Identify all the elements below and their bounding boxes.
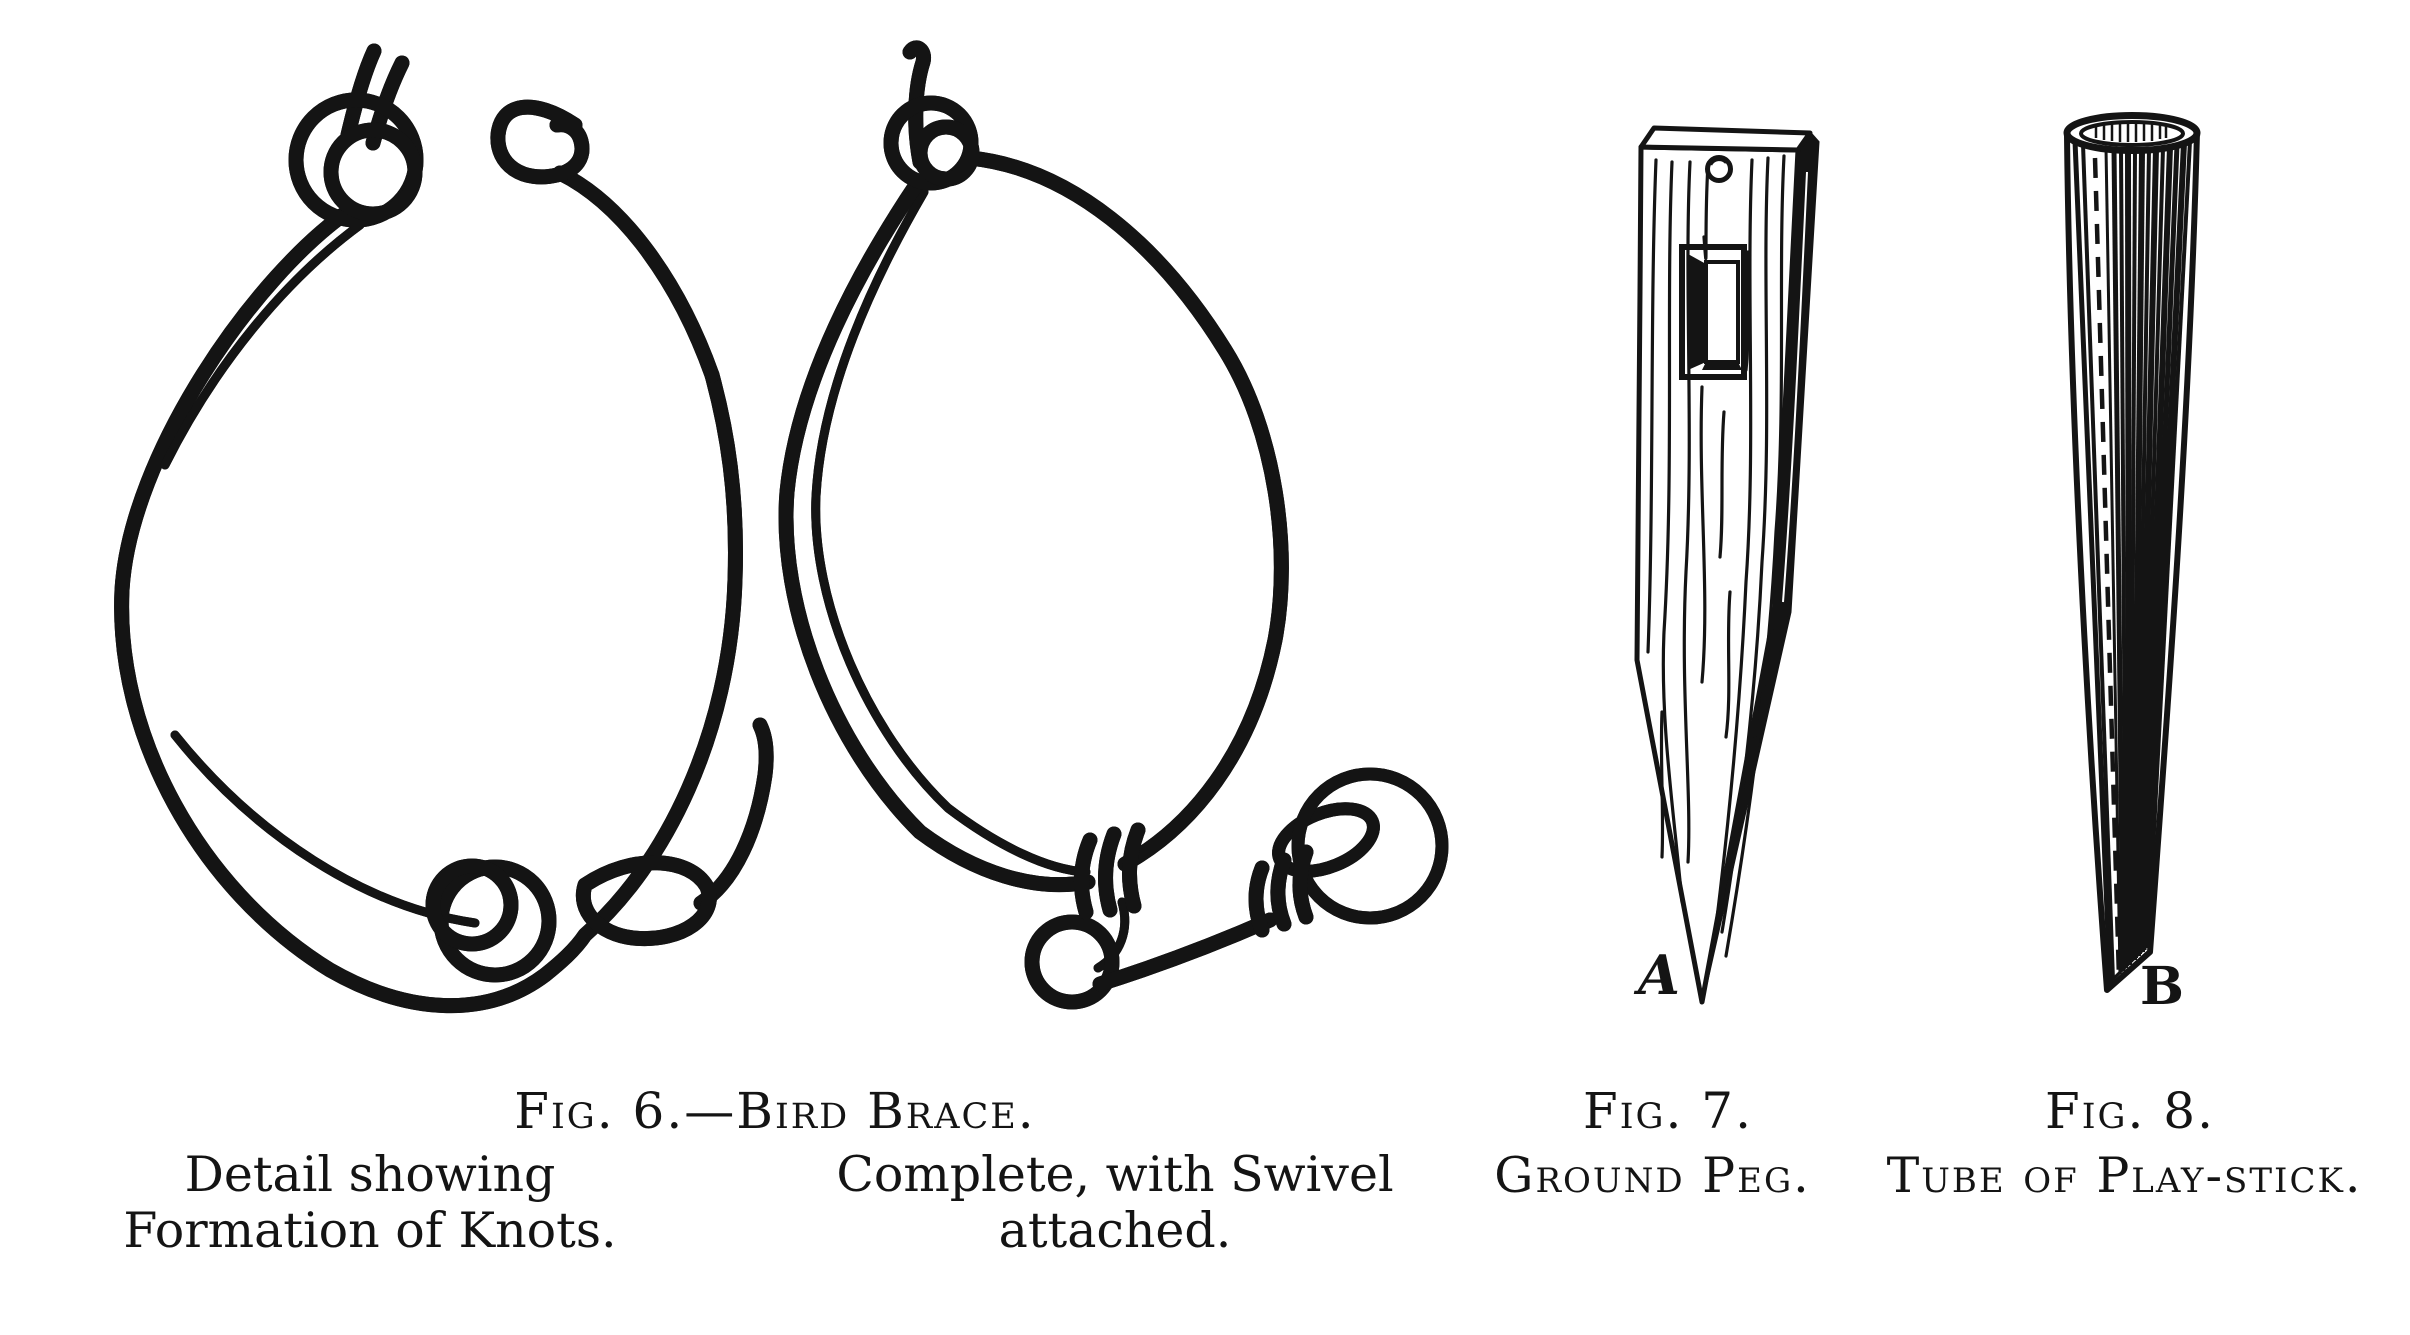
top-hook-strand bbox=[498, 107, 712, 375]
fig6-detail-illustration bbox=[105, 35, 795, 1035]
peg-cord-hole bbox=[1708, 158, 1731, 181]
fig6-detail-caption-line1: Detail showing bbox=[184, 1146, 556, 1203]
peg-part-label: A bbox=[1638, 943, 1680, 1007]
fig8-title: Fig. 8. bbox=[2045, 1082, 2215, 1140]
fig8-caption: Tube of Play-stick. bbox=[1886, 1147, 2363, 1204]
fig6-detail-caption bbox=[70, 1147, 670, 1259]
wire-loop bbox=[122, 210, 736, 1006]
wrap-coil-right bbox=[1256, 852, 1306, 930]
fig7-caption: Ground Peg. bbox=[1494, 1147, 1811, 1204]
fig6-complete-caption-line2: attached. bbox=[998, 1202, 1232, 1259]
wire-loop bbox=[786, 158, 1281, 885]
peg-top-face bbox=[1641, 128, 1810, 150]
tube-open-top bbox=[2067, 116, 2197, 151]
fig6-complete-illustration bbox=[770, 40, 1470, 1040]
fig8-tube-illustration bbox=[2048, 88, 2228, 1018]
fig6-complete-caption-line1: Complete, with Swivel bbox=[836, 1146, 1394, 1203]
fig6-title: Fig. 6.—Bird Brace. bbox=[514, 1082, 1036, 1140]
wire-strand-split bbox=[165, 225, 475, 923]
fig6-complete-caption bbox=[815, 1147, 1415, 1259]
tube-part-label: B bbox=[2140, 956, 2184, 1017]
fig7-title: Fig. 7. bbox=[1583, 1082, 1753, 1140]
fig7-peg-illustration bbox=[1628, 112, 1840, 1022]
peg-slot bbox=[1682, 247, 1744, 377]
fig6-detail-caption-line2: Formation of Knots. bbox=[123, 1202, 617, 1259]
top-knot bbox=[891, 48, 972, 183]
